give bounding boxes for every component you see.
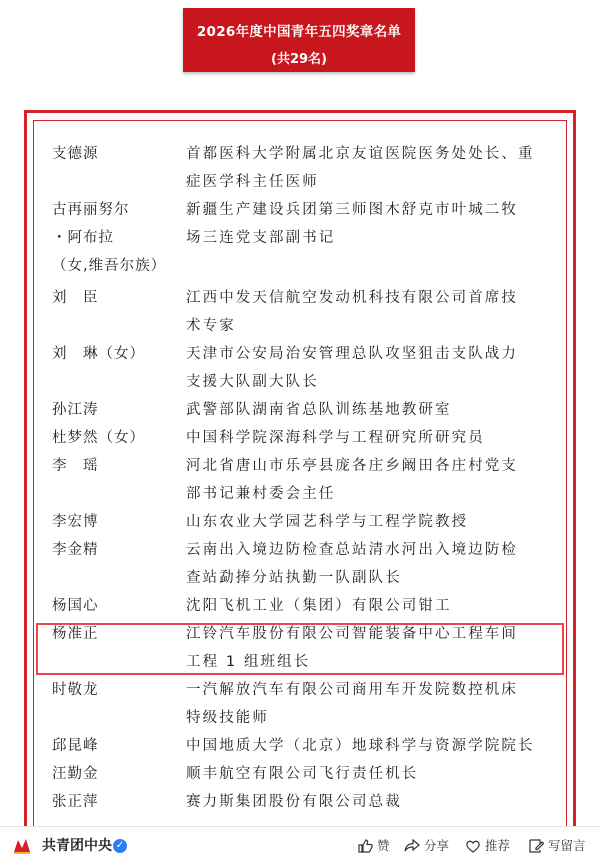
recipient-affiliation-line: 查站勐捧分站执勤一队副队长 [186, 570, 402, 586]
recipient-affiliation [186, 788, 558, 816]
recipient-name [52, 508, 184, 536]
recipient-affiliation-line: 部书记兼村委会主任 [186, 486, 336, 502]
recipient-name [52, 452, 184, 480]
recipient-name-line: （女,维吾尔族） [52, 258, 167, 274]
recipient-name-line: 张正萍 [52, 794, 99, 810]
recipient-affiliation-line: 一汽解放汽车有限公司商用车开发院数控机床 [186, 682, 518, 698]
recommend-label: 推荐 [485, 838, 511, 853]
recipient-affiliation [186, 424, 558, 452]
recipient-name [52, 676, 184, 704]
recipient-affiliation [186, 452, 558, 508]
recipient-name-line: 刘 臣 [52, 290, 99, 306]
recipient-affiliation-line: 赛力斯集团股份有限公司总裁 [186, 794, 402, 810]
recipient-name-line: 刘 琳（女） [52, 346, 145, 362]
comment-label: 写留言 [548, 838, 586, 853]
heart-icon [465, 838, 481, 854]
recipient-affiliation-line: 武警部队湖南省总队训练基地教研室 [186, 402, 452, 418]
recipient-affiliation-line: 顺丰航空有限公司飞行责任机长 [186, 766, 419, 782]
recipient-name [52, 424, 184, 452]
recipient-affiliation-line: 症医学科主任医师 [186, 174, 319, 190]
thumbs-up-icon [357, 838, 373, 854]
share-icon [404, 838, 420, 854]
recipient-affiliation-line: 场三连党支部副书记 [186, 230, 336, 246]
list-count: (共29名) [271, 52, 327, 67]
highlight-box [36, 623, 564, 675]
recipient-name-line: 支德源 [52, 146, 99, 162]
recipient-affiliation-line: 术专家 [186, 318, 236, 334]
recipient-affiliation [186, 196, 558, 252]
recipient-name-line: 孙江涛 [52, 402, 99, 418]
recipient-name-line: 时敬龙 [52, 682, 99, 698]
recipient-affiliation [186, 536, 558, 592]
recipient-affiliation-line: 特级技能师 [186, 710, 269, 726]
like-label: 赞 [377, 838, 390, 853]
recipient-affiliation-line: 江西中发天信航空发动机科技有限公司首席技 [186, 290, 518, 306]
recipient-name-line: 李 瑶 [52, 458, 99, 474]
recipient-affiliation-line: 新疆生产建设兵团第三师图木舒克市叶城二牧 [186, 202, 518, 218]
recipient-name [52, 592, 184, 620]
recipient-name [52, 760, 184, 788]
recipient-affiliation [186, 140, 558, 196]
recipient-affiliation-line: 支援大队副大队长 [186, 374, 319, 390]
list-title-banner [183, 8, 415, 72]
recipient-name-line: 邱昆峰 [52, 738, 99, 754]
recipient-affiliation-line: 工程 1 组班组长 [186, 654, 311, 670]
recipient-affiliation-line: 中国地质大学（北京）地球科学与资源学院院长 [186, 738, 535, 754]
recipient-name-line: 杜梦然（女） [52, 430, 145, 446]
comment-edit-icon [528, 838, 544, 854]
recipient-name [52, 396, 184, 424]
recipient-affiliation [186, 396, 558, 424]
recipient-affiliation-line: 首都医科大学附属北京友谊医院医务处处长、重 [186, 146, 535, 162]
recipient-affiliation [186, 592, 558, 620]
recipient-affiliation [186, 340, 558, 396]
recipient-name [52, 140, 184, 168]
recipient-name-line: 杨国心 [52, 598, 99, 614]
recipient-name [52, 340, 184, 368]
bottom-action-bar [0, 826, 600, 865]
recipient-name [52, 788, 184, 816]
recipient-name-line: 汪勤金 [52, 766, 99, 782]
recipient-name-line: 古再丽努尔 [52, 202, 130, 218]
recipient-name [52, 284, 184, 312]
recipient-name [52, 732, 184, 760]
recipient-affiliation-line: 河北省唐山市乐亭县庞各庄乡阚田各庄村党支 [186, 458, 518, 474]
recipient-affiliation [186, 676, 558, 732]
recipient-name-line: 李宏博 [52, 514, 99, 530]
recipient-affiliation-line: 山东农业大学园艺科学与工程学院教授 [186, 514, 469, 530]
account-logo-icon[interactable] [12, 836, 32, 856]
recipient-affiliation-line: 中国科学院深海科学与工程研究所研究员 [186, 430, 485, 446]
recipient-name [52, 196, 184, 280]
recipient-affiliation-line: 天津市公安局治安管理总队攻坚狙击支队战力 [186, 346, 518, 362]
recipient-affiliation-line: 云南出入境边防检查总站清水河出入境边防检 [186, 542, 518, 558]
recipient-name [52, 536, 184, 564]
list-title: 2026年度中国青年五四奖章名单 [196, 24, 402, 40]
recipient-name-line: ・阿布拉 [52, 230, 114, 246]
recipient-affiliation-line: 沈阳飞机工业（集团）有限公司钳工 [186, 598, 452, 614]
recipient-name-line: 杨准正 [52, 626, 99, 642]
verified-badge-icon: ✓ [113, 839, 127, 853]
recipient-affiliation [186, 732, 558, 760]
recipient-affiliation [186, 508, 558, 536]
recipient-affiliation [186, 284, 558, 340]
recipient-affiliation [186, 760, 558, 788]
account-name[interactable]: 共青团中央 [42, 838, 112, 854]
share-label: 分享 [424, 838, 450, 853]
recipient-name-line: 李金精 [52, 542, 99, 558]
recipient-affiliation-line: 江铃汽车股份有限公司智能装备中心工程车间 [186, 626, 518, 642]
